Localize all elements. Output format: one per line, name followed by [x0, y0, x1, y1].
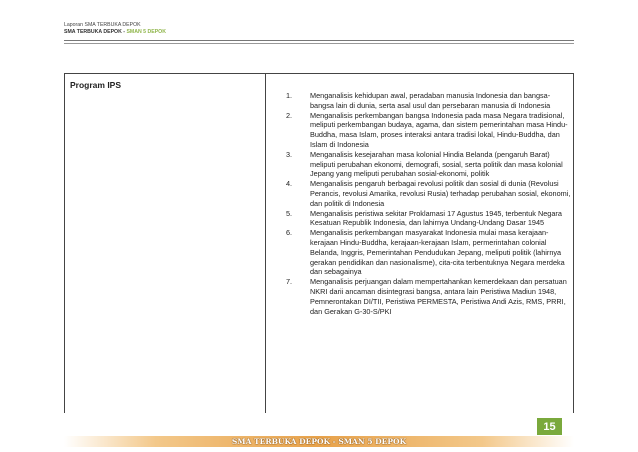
list-item-text: Menganalisis perjuangan dalam mempertahankan kemerdekaan dan persatuan NKRI darii ancaman disintegrasi bangsa, antara lain Peristiwa Madiun 1948, Pemnerontakan DI/TII, Peristiwa PERMESTA, Peristiwa Andi Azis, RMS, PRRI, dan Gerakan G-30-S/PKI — [310, 277, 567, 316]
list-item-number: 6. — [286, 228, 293, 238]
list-item-text: Menganalisis kehidupan awal, peradaban manusia Indonesia dan bangsa-bangsa lain di dunia, serta asal usul dan persebaran manusia di Indonesia — [310, 91, 551, 110]
page-header — [64, 22, 166, 36]
column-divider — [265, 74, 266, 413]
header-report-title: Laporan SMA TERBUKA DEPOK — [64, 22, 141, 28]
list-item-text: Menganalisis perkembangan bangsa Indonesia pada masa Negara tradisional, meliputi perkembangan budaya, agama, dan sistem pemerintahan masa Hindu-Buddha, masa Islam, proses interaksi antara tradisi lokal, Hindu-Buddha, dan Islam di Indonesia — [310, 110, 568, 149]
list-item — [286, 209, 572, 229]
list-item-number: 2. — [286, 110, 293, 120]
list-item — [286, 179, 572, 208]
list-item-text: Menganalisis perkembangan masyarakat Indonesia mulai masa kerajaan-kerajaan Hindu-Buddha, kerajaan-kerajaan Islam, permerintahan colonial Belanda, Inggris, Pemerintahan Pendudukan Jepang, meliputi politik (lahirnya gerakan pendidikan dan nasionalisme), cita-cita terbentuknya Negara merdeka dan sebagainya — [310, 228, 565, 277]
list-item-text: Menganalisis peristiwa sekitar Proklamasi 17 Agustus 1945, terbentuk Negara Kesatuan Republik Indonesia, dan lahirnya Undang-Undang Dasar 1945 — [310, 208, 562, 228]
list-item — [286, 277, 572, 316]
list-item-text: Menganalisis pengaruh berbagai revolusi politik dan sosial di dunia (Revolusi Perancis, revolusi Amarika, revolusi Rusia) terhadap perubahan sosial, ekonomi, dan politik di Indonesia — [310, 179, 571, 208]
list-item-number: 3. — [286, 149, 293, 159]
content-table — [64, 73, 574, 413]
header-rule-bottom — [64, 43, 574, 44]
list-item — [286, 111, 572, 150]
list-item-number: 4. — [286, 179, 293, 189]
header-school-line — [64, 29, 166, 36]
list-item-number: 7. — [286, 277, 293, 287]
program-label: Program IPS — [70, 80, 122, 90]
page-number: 15 — [537, 418, 562, 435]
competency-list — [286, 91, 572, 316]
header-school-accent: SMAN 5 DEPOK — [126, 29, 166, 35]
list-item — [286, 228, 572, 277]
list-item — [286, 91, 572, 111]
list-item-text: Menganalisis kesejarahan masa kolonial Hindia Belanda (pengaruh Barat) meliputi perubahan ekonomi, demografi, sosial, serta politik dan masa kolonial Jepang yang meliputi perubahan sosial-ekonomi, politik — [310, 149, 563, 179]
list-item — [286, 150, 572, 179]
header-school-main: SMA TERBUKA DEPOK - — [64, 29, 127, 35]
list-item-number: 5. — [286, 208, 293, 218]
footer-text: SMA TERBUKA DEPOK - SMAN 5 DEPOK — [231, 437, 407, 446]
list-item-number: 1. — [286, 91, 293, 100]
header-rule-top — [64, 40, 574, 41]
